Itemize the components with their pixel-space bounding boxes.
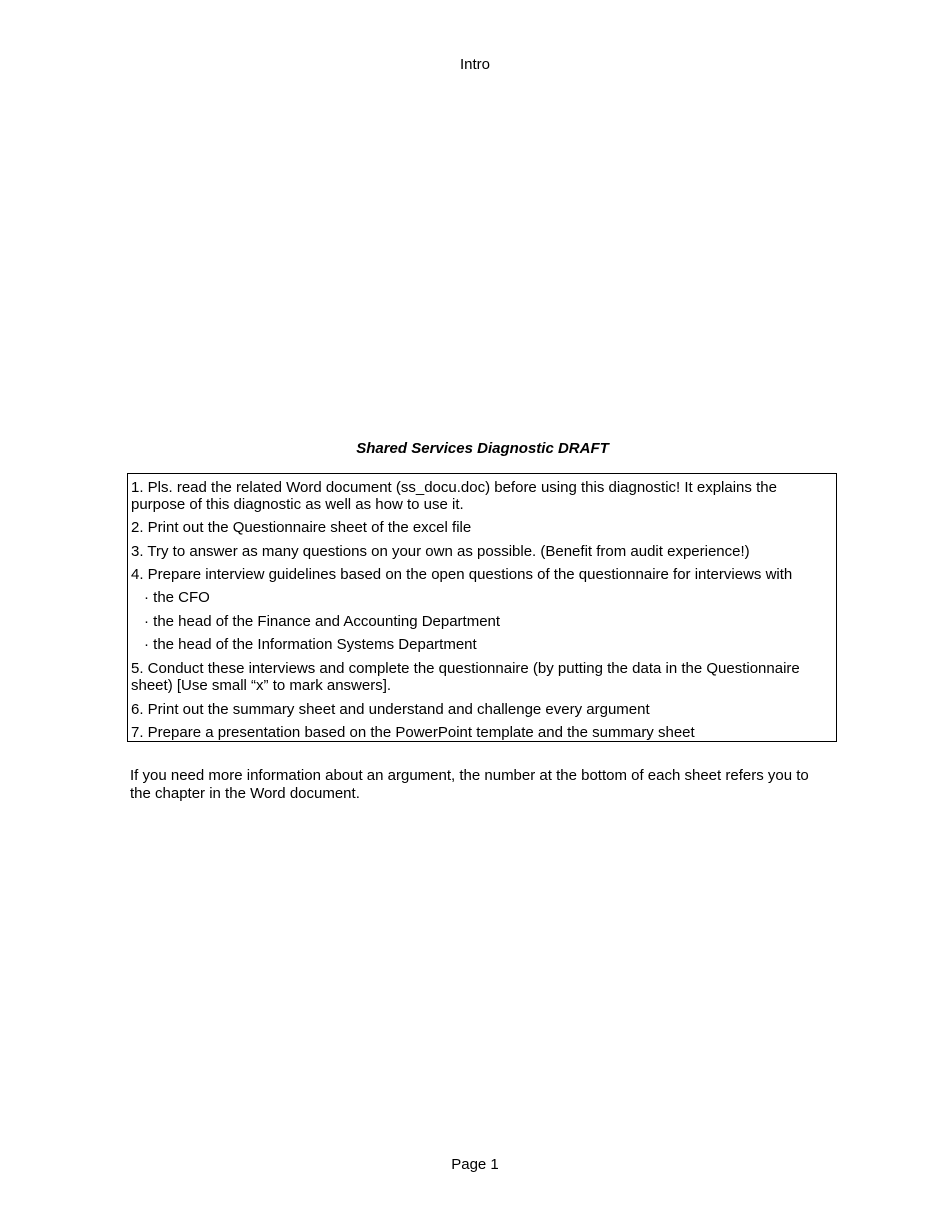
step-1: 1. Pls. read the related Word document (ss_docu.doc) before using this diagnostic! It explains the purpose of this diagnostic as well as how to use it. [131,479,777,513]
page-header: Intro [459,56,490,73]
info-note: If you need more information about an argument, the number at the bottom of each sheet refers you to the chapter in the Word document. [130,767,809,802]
instructions-box [127,473,837,742]
step-4-sub-finance: · the head of the Finance and Accounting Department [144,613,501,630]
step-6: 6. Print out the summary sheet and understand and challenge every argument [131,701,650,718]
step-4-sub-is: · the head of the Information Systems Department [144,636,477,653]
page-footer: Page 1 [451,1156,499,1173]
step-5: 5. Conduct these interviews and complete the questionnaire (by putting the data in the Questionnaire sheet) [Use small “x” to mark answers]. [131,660,800,694]
document-title: Shared Services Diagnostic DRAFT [356,440,609,457]
step-4: 4. Prepare interview guidelines based on the open questions of the questionnaire for interviews with [131,566,793,583]
step-2: 2. Print out the Questionnaire sheet of the excel file [131,519,472,536]
step-7: 7. Prepare a presentation based on the PowerPoint template and the summary sheet [131,724,695,741]
step-3: 3. Try to answer as many questions on your own as possible. (Benefit from audit experience!) [131,543,750,560]
step-4-sub-cfo: · the CFO [144,589,210,606]
